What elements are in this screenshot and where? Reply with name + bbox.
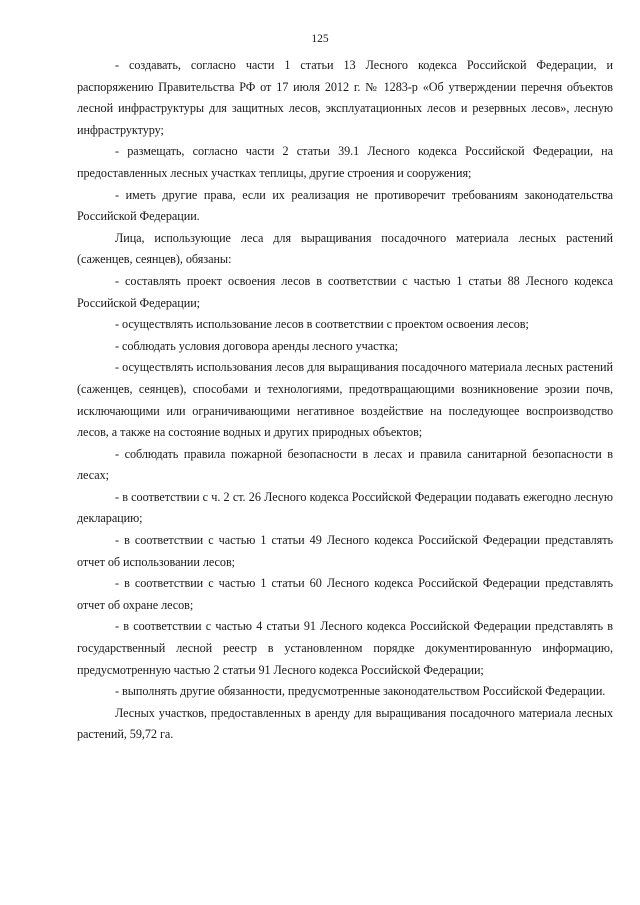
paragraph-duty-fire-safety: - соблюдать правила пожарной безопасности в лесах и правила санитарной безопасности в лесах; xyxy=(77,446,613,483)
paragraph-duty-use: - осуществлять использование лесов в соответствии с проектом освоения лесов; xyxy=(115,317,529,332)
paragraph-duty-lease: - соблюдать условия договора аренды лесного участка; xyxy=(115,338,399,353)
paragraph-rights-infrastructure: - создавать, согласно части 1 статьи 13 Лесного кодекса Российской Федерации, и распоряжению Правительства РФ от 17 июля 2012 г. № 1283-р «Об утверждении перечня объектов лесной инфраструктуры для защитных лесов, эксплуатационных лесов и резервных лесов», лесную инфраструктуру; xyxy=(77,58,613,137)
paragraph-duty-project: - составлять проект освоения лесов в соответствии с частью 1 статьи 88 Лесного кодекса Российской Федерации; xyxy=(77,273,613,310)
paragraph-duty-methods: - осуществлять использования лесов для выращивания посадочного материала лесных растений (саженцев, сеянцев), способами и технологиями, предотвращающими возникновение эрозии почв, исключающими или ограничивающими негативное воздействие на последующее воспроизводство лесов, а также на состояние водных и других природных объектов; xyxy=(77,360,613,440)
paragraph-duty-usage-report: - в соответствии с частью 1 статьи 49 Лесного кодекса Российской Федерации представлять отчет об использовании лесов; xyxy=(77,533,613,569)
page-number: 125 xyxy=(311,33,329,45)
paragraph-obligations-intro: Лица, использующие леса для выращивания посадочного материала лесных растений (саженцев, сеянцев), обязаны: xyxy=(77,230,613,267)
paragraph-rights-greenhouses: - размещать, согласно части 2 статьи 39.1 Лесного кодекса Российской Федерации, на предоставленных лесных участках теплицы, другие строения и сооружения; xyxy=(77,144,613,180)
paragraph-rights-other: - иметь другие права, если их реализация не противоречит требованиям законодательства Российской Федерации. xyxy=(77,187,613,224)
paragraph-duty-registry: - в соответствии с частью 4 статьи 91 Лесного кодекса Российской Федерации представлять в государственный лесной реестр в установленном порядке документированную информацию, предусмотренную частью 2 статьи 91 Лесного кодекса Российской Федерации; xyxy=(77,619,613,677)
paragraph-duty-declaration: - в соответствии с ч. 2 ст. 26 Лесного кодекса Российской Федерации подавать ежегодно лесную декларацию; xyxy=(77,489,613,526)
paragraph-duty-other: - выполнять другие обязанности, предусмотренные законодательством Российской Федерации. xyxy=(115,684,606,699)
paragraph-duty-protection-report: - в соответствии с частью 1 статьи 60 Лесного кодекса Российской Федерации представлять отчет об охране лесов; xyxy=(77,576,613,612)
paragraph-leased-area: Лесных участков, предоставленных в аренду для выращивания посадочного материала лесных растений, 59,72 га. xyxy=(77,705,613,742)
document-body xyxy=(77,55,613,746)
